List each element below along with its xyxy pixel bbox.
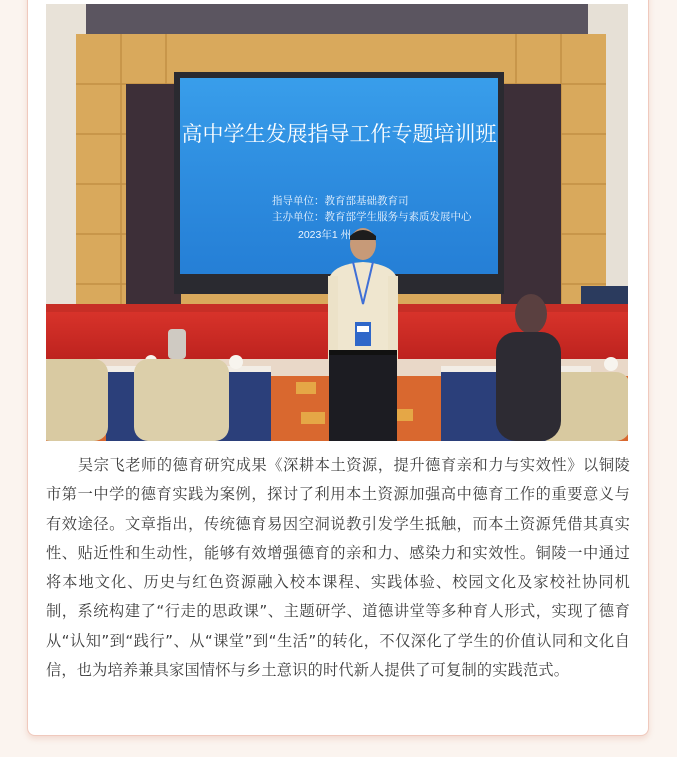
screen-host-unit: 主办单位：教育部学生服务与素质发展中心 bbox=[272, 212, 472, 223]
screen-title: 高中学生发展指导工作专题培训班 bbox=[181, 123, 497, 146]
training-photo bbox=[46, 4, 628, 441]
screen-date: 2023年1 州 bbox=[298, 229, 352, 241]
article-paragraph: 吴宗飞老师的德育研究成果《深耕本土资源，提升德育亲和力与实效性》以铜陵市第一中学的德育实践为案例，探讨了利用本土资源加强高中德育工作的重要意义与有效途径。文章指出，传统德育易因空洞说教引发学生抵触，而本土资源凭借其真实性、贴近性和生动性，能够有效增强德育的亲和力、感染力和实效性。铜陵一中通过将本地文化、历史与红色资源融入校本课程、实践体验、校园文化及家校社协同机制，系统构建了“行走的思政课”、主题研学、道德讲堂等多种育人形式，实现了德育从“认知”到“践行”、从“课堂”到“生活”的转化，不仅深化了学生的价值认同和文化自信，也为培养兼具家国情怀与乡土意识的时代新人提供了可复制的实践范式。 bbox=[46, 456, 630, 680]
screen-guide-unit: 指导单位：教育部基础教育司 bbox=[272, 196, 409, 207]
